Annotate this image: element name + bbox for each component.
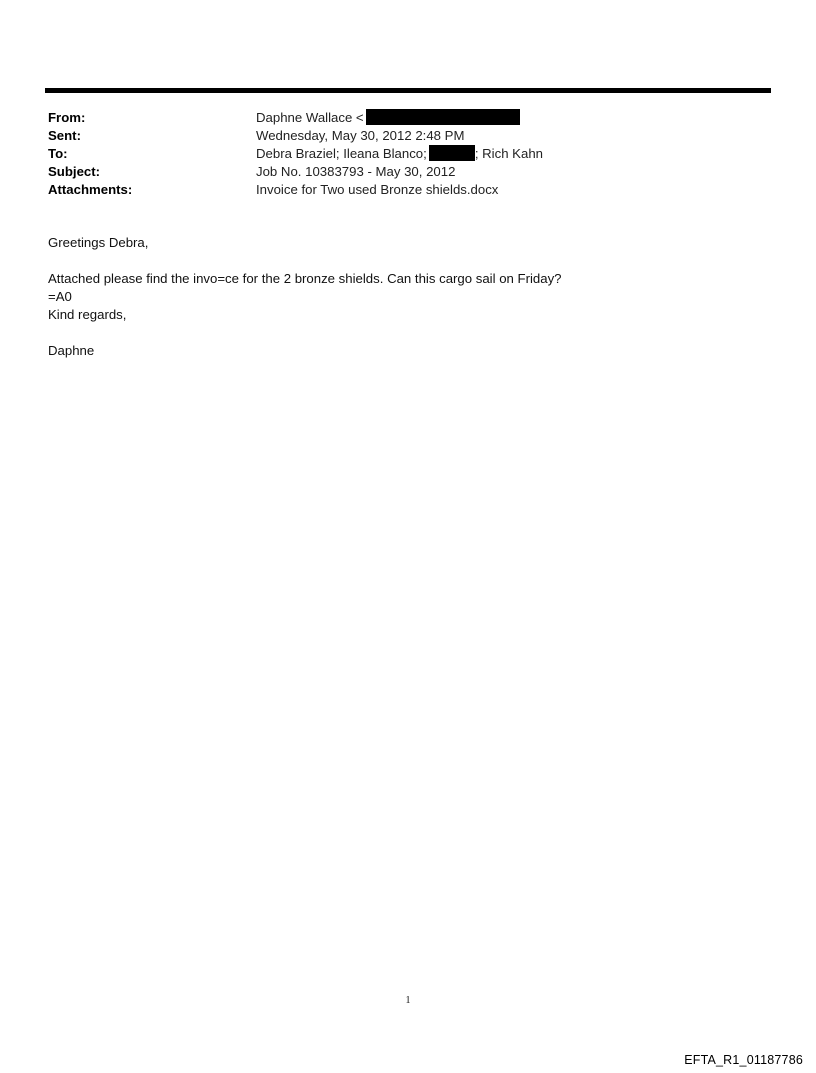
to-recipients-first: Debra Braziel; Ileana Blanco; xyxy=(256,146,427,161)
from-label: From: xyxy=(48,110,86,125)
closing-line: Kind regards, xyxy=(48,307,127,322)
attachments-label: Attachments: xyxy=(48,182,133,197)
to-value xyxy=(256,145,543,163)
document-id: EFTA_R1_01187786 xyxy=(684,1053,803,1067)
signature-line: Daphne xyxy=(48,343,95,358)
redacted-email-block xyxy=(366,109,520,125)
attachments-row xyxy=(48,181,768,199)
from-sender-name: Daphne Wallace < xyxy=(256,110,364,125)
message-line: Attached please find the invo=ce for the 2 bronze shields. Can this cargo sail on Friday? xyxy=(48,271,562,286)
page-number: 1 xyxy=(405,995,411,1006)
subject-value: Job No. 10383793 - May 30, 2012 xyxy=(256,164,456,179)
sent-value: Wednesday, May 30, 2012 2:48 PM xyxy=(256,128,465,143)
from-value xyxy=(256,109,520,127)
greeting-line: Greetings Debra, xyxy=(48,235,149,250)
to-recipients-last: ; Rich Kahn xyxy=(474,146,543,161)
sent-label: Sent: xyxy=(48,128,81,143)
from-row xyxy=(48,109,768,127)
subject-row xyxy=(48,163,768,181)
sent-row xyxy=(48,127,768,145)
email-body xyxy=(48,234,768,360)
to-row xyxy=(48,145,768,163)
header-separator-rule xyxy=(45,88,771,93)
attachment-filename: Invoice for Two used Bronze shields.docx xyxy=(256,182,499,197)
to-label: To: xyxy=(48,146,68,161)
subject-label: Subject: xyxy=(48,164,101,179)
email-header xyxy=(48,109,768,199)
redacted-recipient-block xyxy=(429,145,475,161)
encoded-space-line: =A0 xyxy=(48,289,72,304)
